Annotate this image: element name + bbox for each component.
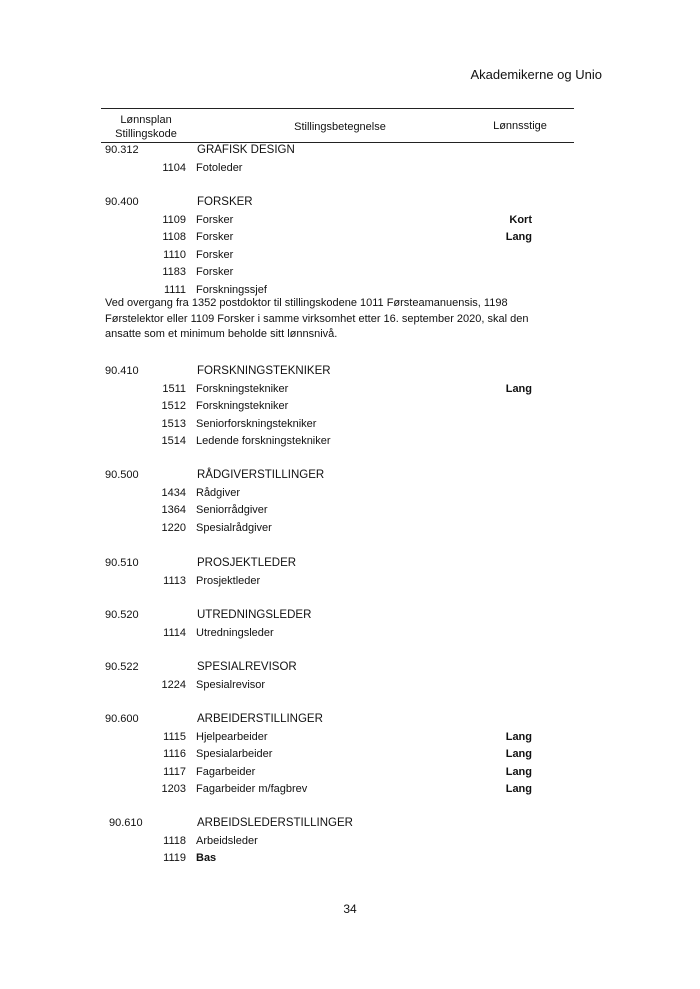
group-90-522 — [105, 661, 545, 696]
position-name: Seniorforskningstekniker — [196, 417, 317, 430]
position-code: 1220 — [161, 521, 186, 534]
position-code: 1108 — [162, 231, 186, 243]
table-top-rule — [101, 108, 574, 109]
salary-ladder: Lang — [505, 231, 532, 243]
group-title: ARBEIDSLEDERSTILLINGER — [197, 817, 353, 829]
column-header-code — [101, 113, 191, 141]
position-code: 1224 — [161, 678, 186, 691]
position-name: Forsker — [196, 213, 234, 226]
group-90-312 — [105, 144, 545, 179]
position-code: 1364 — [161, 504, 186, 516]
page-number: 34 — [343, 902, 357, 916]
group-header — [105, 661, 545, 679]
position-name: Arbeidsleder — [196, 834, 258, 847]
list-item — [105, 731, 545, 749]
group-code: 90.500 — [105, 469, 139, 481]
position-name: Forsker — [196, 266, 234, 278]
position-name: Spesialarbeider — [196, 748, 273, 760]
group-title: ARBEIDERSTILLINGER — [197, 713, 323, 725]
group-header — [105, 817, 545, 835]
position-name: Forskningstekniker — [196, 400, 289, 412]
salary-ladder: Lang — [505, 730, 532, 743]
position-code: 1203 — [161, 783, 186, 795]
list-item — [105, 504, 545, 522]
group-code: 90.600 — [105, 713, 139, 725]
position-code: 1111 — [163, 283, 186, 296]
position-name: Utredningsleder — [196, 626, 274, 639]
position-code: 1183 — [162, 266, 186, 278]
group-header — [105, 144, 545, 162]
list-item — [105, 418, 545, 436]
group-90-500 — [105, 469, 545, 539]
position-code: 1434 — [161, 486, 186, 499]
list-item — [105, 487, 545, 505]
column-header-ladder: Lønnsstige — [493, 120, 547, 132]
position-code: 1119 — [163, 852, 186, 864]
group-title: FORSKNINGSTEKNIKER — [197, 365, 331, 377]
group-title: UTREDNINGSLEDER — [197, 609, 312, 621]
salary-ladder: Lang — [505, 382, 532, 395]
position-name: Rådgiver — [196, 486, 241, 499]
list-item — [105, 162, 545, 180]
position-name: Forsker — [196, 248, 234, 261]
position-name: Spesialrevisor — [196, 678, 266, 691]
position-name: Forskningstekniker — [196, 382, 289, 395]
group-title: SPESIALREVISOR — [197, 661, 297, 673]
position-name: Forsker — [196, 231, 234, 243]
group-header — [105, 557, 545, 575]
group-header — [105, 196, 545, 214]
transition-note: Ved overgang fra 1352 postdoktor til stillingskodene 1011 Førsteamanuensis, 1198 Førstelektor eller 1109 Forsker i samme virksomhet etter 16. september 2020, skal den ansatte som et minimum beholde sitt lønnsnivå. — [105, 297, 529, 340]
salary-ladder: Lang — [505, 783, 532, 795]
list-item — [105, 400, 545, 418]
group-code: 90.510 — [105, 557, 139, 569]
group-code: 90.410 — [105, 365, 139, 377]
list-item — [105, 679, 545, 697]
list-item — [105, 783, 545, 801]
list-item — [105, 522, 545, 540]
list-item — [105, 852, 545, 870]
position-code: 1104 — [162, 161, 186, 174]
position-code: 1118 — [163, 834, 186, 847]
position-code: 1115 — [163, 730, 186, 743]
position-name: Fagarbeider m/fagbrev — [196, 783, 308, 795]
list-item — [105, 627, 545, 645]
list-item — [105, 835, 545, 853]
position-name: Fotoleder — [196, 161, 243, 174]
list-item — [105, 766, 545, 784]
position-name: Forskningssjef — [196, 283, 267, 296]
position-name: Prosjektleder — [196, 574, 261, 587]
position-name: Fagarbeider — [196, 765, 256, 778]
position-code: 1514 — [161, 435, 186, 447]
list-item — [105, 249, 545, 267]
group-90-610 — [105, 817, 545, 870]
position-code: 1113 — [163, 574, 186, 587]
group-code: 90.610 — [109, 817, 143, 829]
group-code: 90.312 — [105, 144, 139, 156]
group-header — [105, 609, 545, 627]
column-header-title: Stillingsbetegnelse — [294, 121, 386, 133]
list-item — [105, 435, 545, 453]
group-90-510 — [105, 557, 545, 592]
position-code: 1109 — [162, 213, 186, 226]
list-item — [105, 383, 545, 401]
position-name: Ledende forskningstekniker — [196, 435, 331, 447]
group-code: 90.522 — [105, 661, 139, 673]
column-header-code-line2: Stillingskode — [115, 128, 177, 140]
salary-ladder: Kort — [509, 213, 532, 226]
document-header-org: Akademikerne og Unio — [470, 67, 602, 82]
group-code: 90.520 — [105, 609, 139, 621]
group-code: 90.400 — [105, 196, 139, 208]
group-header — [105, 713, 545, 731]
table-header-rule — [101, 142, 574, 143]
group-90-410 — [105, 365, 545, 453]
position-code: 1512 — [161, 400, 186, 412]
list-item — [105, 748, 545, 766]
list-item — [105, 266, 545, 284]
group-title: GRAFISK DESIGN — [197, 144, 295, 156]
position-code: 1110 — [163, 248, 186, 261]
position-code: 1511 — [162, 382, 186, 395]
position-name: Hjelpearbeider — [196, 730, 268, 743]
group-90-520 — [105, 609, 545, 644]
group-title: FORSKER — [197, 196, 253, 208]
group-header — [105, 469, 545, 487]
position-code: 1114 — [163, 626, 186, 639]
salary-ladder: Lang — [505, 748, 532, 760]
position-code: 1117 — [163, 765, 186, 778]
position-code: 1116 — [163, 748, 186, 760]
column-header-code-line1: Lønnsplan — [120, 114, 172, 126]
list-item — [105, 214, 545, 232]
position-name: Seniorrådgiver — [196, 504, 268, 516]
group-90-600 — [105, 713, 545, 801]
list-item — [105, 575, 545, 593]
group-title: PROSJEKTLEDER — [197, 557, 297, 569]
list-item — [105, 231, 545, 249]
position-name: Bas — [196, 852, 217, 864]
group-title: RÅDGIVERSTILLINGER — [197, 469, 325, 481]
position-name: Spesialrådgiver — [196, 521, 272, 534]
group-90-400 — [105, 196, 545, 301]
salary-ladder: Lang — [505, 765, 532, 778]
group-header — [105, 365, 545, 383]
position-code: 1513 — [161, 417, 186, 430]
